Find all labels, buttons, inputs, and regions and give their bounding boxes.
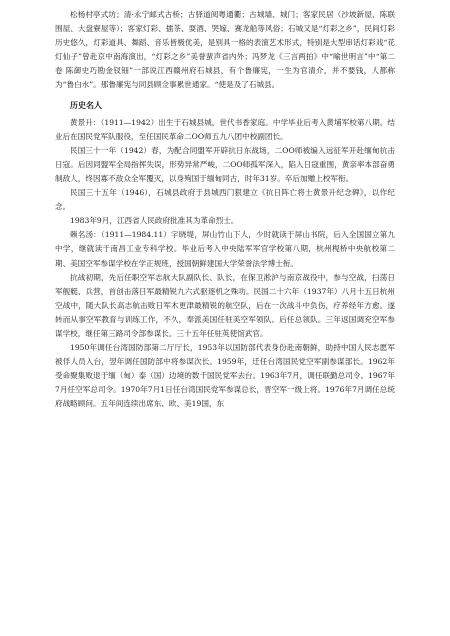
bio-paragraph-4: 1983年9月，江西省人民政府批准其为革命烈士。 <box>70 216 239 226</box>
bio-paragraph-3: 民国三十五年（1946），石城县政府于县城西门狠建立《抗日阵亡将士黄景升纪念碑》，以作纪念。 <box>55 188 395 212</box>
bio-paragraph-7: 1950年调任台湾国防部第二厅厅长，1953年以国防部代表身份赴南朝鲜，助持中国人民志愿军被俘人员入台，翌年调任国防部中将参谋次长。1959年，迁任台湾国民党空军副参谋部长。1962年受命聚集败退于缅（甸）泰（国）边境的数千国民党军去台。1963年7月，调任联勤总司令。1967年7月任空军总司令。1970年7月1日任台湾国民党军参谋总长，晋空军一级上将。1976年7月调任总统府战略顾问。五年间连续出席东、欧、美19国，东 <box>55 343 395 409</box>
bio-paragraph-1: 黄景升：（1911—1942）出生于石城县城，世代书香家庭。中学毕业后考入黄埔军校第八期。结业后在国民党军队服役，至任国民革命二OO师五九八团中校副团长。 <box>55 117 395 141</box>
bio-paragraph-2: 民国三十一年（1942）春，为配合同盟军开辟抗日东战场，二OO师被编入远征军开赴缅甸抗击日寇。后因同盟军全局指挥失误，形势异常严峻，二OO师孤军深入，陷入日寇重围，黄亲率本部奋勇制敌人，终因寡不敌众全军覆灭，以身殉国于缅甸同古，时年31岁。卒后加赠上校军衔。 <box>55 145 395 183</box>
bio-paragraph-5: 赖名汤：（1911—1984.11）字晓堤，屏山竹山下人，少时就读于屏山书院，后入全国国立第九中学，继就读于南昌工业专科学校。毕业后考入中央陆军军官学校第八期，杭州枧桥中央航校第二期、美国空军参谋学校在学正规班，授国朝鲜建国大学荣誉法学博士衔。 <box>55 230 395 268</box>
intro-paragraph: 松杨村亭式坊；清·永宁邮式古桥；古驿道阅粤通衢；古城墙、城门；客家民居（沙坡新屋、陈联围屋、大盘寮屋等）；客家灯彩、擂茶、耍酒、哭嫁、赛龙船等风俗；石城又是“灯彩之乡”，民间灯彩历史悠久，灯彩道具、舞蹈、音乐皆极优美，是别具一格的表演艺术形式，特别是大型串话灯彩戏“花灯仙子”曾赴京中南海演出，“灯彩之乡”美誉蜚声省内外；冯梦龙《三言两拍》中“喻世明言”中“第二卷 陈御史巧勘金钗钿”一部说江西赣州府石城县，有个鲁廉宪，一生为官清介，并不要钱，人都称为“鲁白水”。那鲁廉宪与同县顾佥事累世通家。“使是及了石城县。 <box>55 10 395 90</box>
bio-paragraph-6: 抗战初期，先后任职空军志航大队副队长、队长，在保卫淞沪与南京战役中，参与空战，扫荡日军舰艇、兵营，首创击落日军最精锐九六式驱逐机之殊功。民国二十六年（1937年）八月十五日杭州空战中，随大队长高志航击败日军木更津最精锐的航空队，后在一次战斗中负伤，疗养经年方愈。遂转而从事空军教育与训练工作，不久，奉派美国任驻美空军领队。后任总领队。三年返国调充空军参谋学校，继任第三路司令部参谋长。三十五年任驻英使馆武官。 <box>55 272 395 338</box>
section-heading: 历史名人 <box>70 100 102 110</box>
